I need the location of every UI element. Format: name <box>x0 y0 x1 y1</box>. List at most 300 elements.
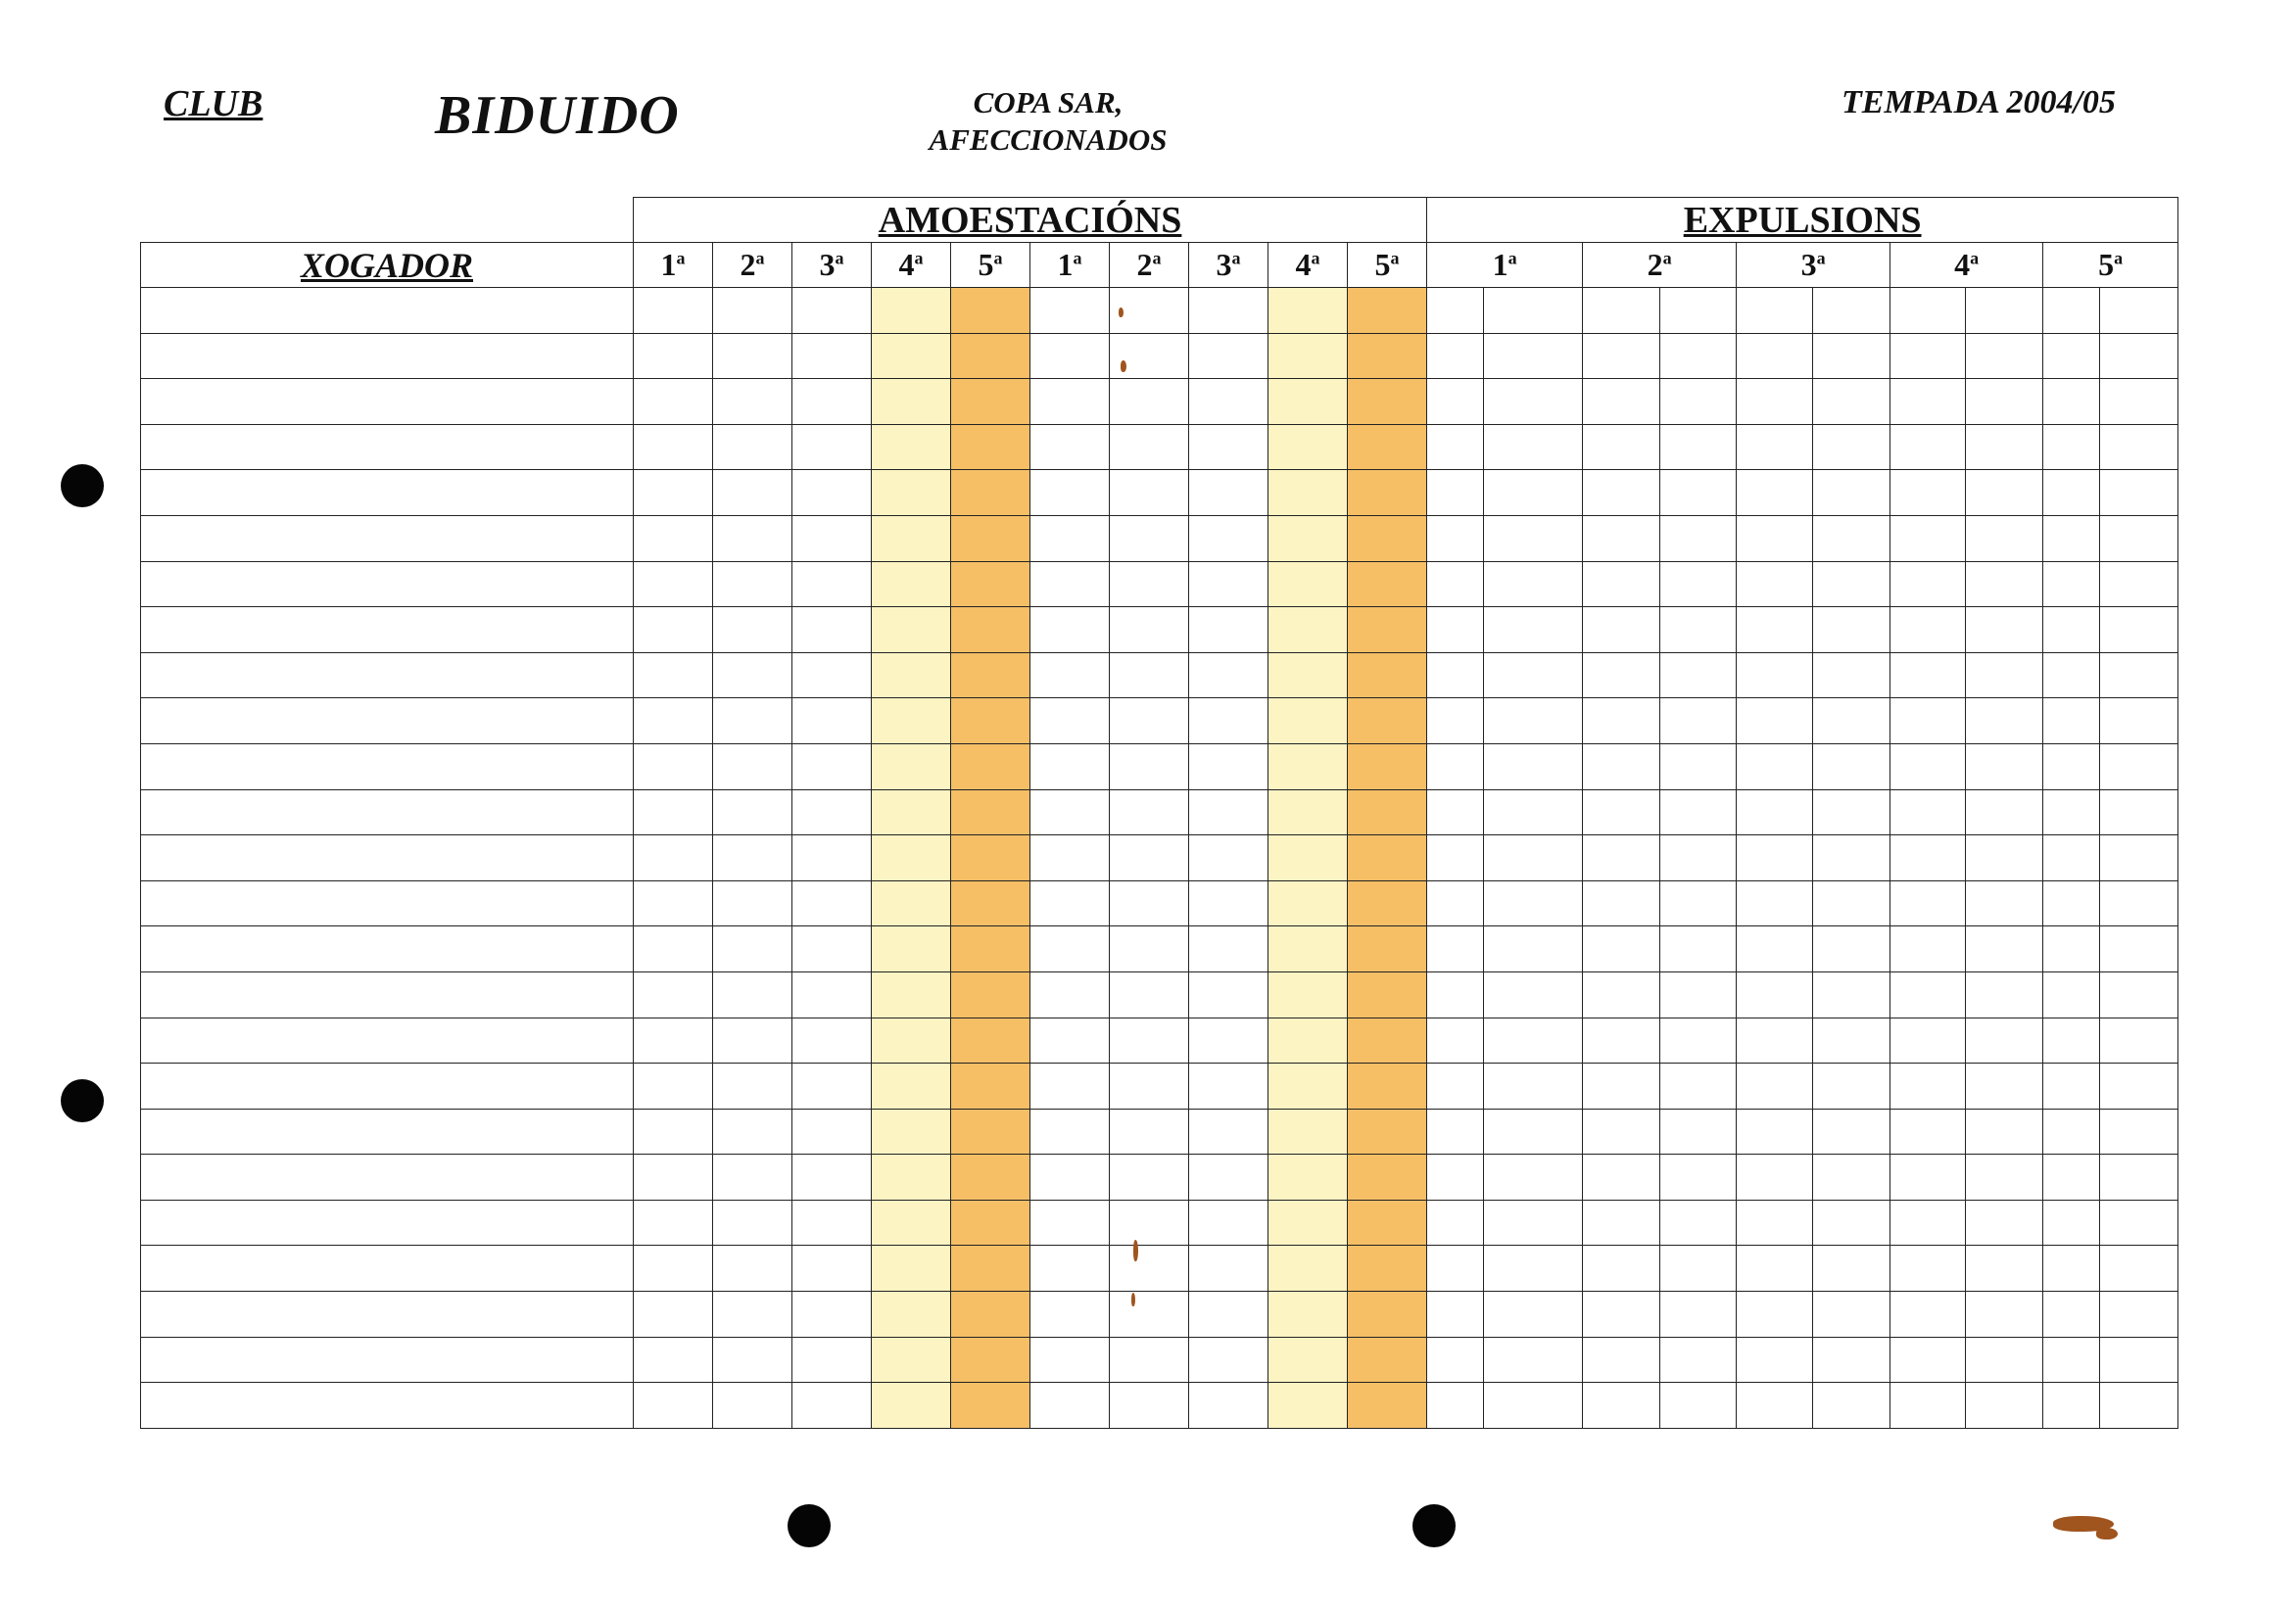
expulsion-cell[interactable] <box>1660 1337 1737 1383</box>
expulsion-cell[interactable] <box>1737 1246 1813 1292</box>
warning-cell[interactable] <box>1030 880 1110 926</box>
warning-cell[interactable] <box>634 288 713 334</box>
expulsion-cell[interactable] <box>1427 926 1484 972</box>
expulsion-cell[interactable] <box>2100 379 2178 425</box>
expulsion-cell[interactable] <box>2100 698 2178 744</box>
warning-cell[interactable] <box>1268 288 1348 334</box>
expulsion-cell[interactable] <box>1737 1109 1813 1155</box>
warning-cell[interactable] <box>951 1246 1030 1292</box>
expulsion-cell[interactable] <box>1813 652 1890 698</box>
warning-cell[interactable] <box>634 926 713 972</box>
warning-cell[interactable] <box>792 1109 872 1155</box>
expulsion-cell[interactable] <box>1890 1109 1966 1155</box>
expulsion-cell[interactable] <box>2043 288 2100 334</box>
warning-cell[interactable] <box>1110 1383 1189 1429</box>
expulsion-cell[interactable] <box>2043 971 2100 1018</box>
expulsion-cell[interactable] <box>1966 561 2043 607</box>
warning-cell[interactable] <box>1268 607 1348 653</box>
warning-cell[interactable] <box>1268 652 1348 698</box>
warning-cell[interactable] <box>1348 835 1427 881</box>
warning-cell[interactable] <box>713 1018 792 1064</box>
warning-cell[interactable] <box>951 1064 1030 1110</box>
expulsion-cell[interactable] <box>1813 561 1890 607</box>
warning-cell[interactable] <box>951 971 1030 1018</box>
warning-cell[interactable] <box>1348 1200 1427 1246</box>
warning-cell[interactable] <box>951 424 1030 470</box>
warning-cell[interactable] <box>951 1155 1030 1201</box>
warning-cell[interactable] <box>951 288 1030 334</box>
expulsion-cell[interactable] <box>1890 1155 1966 1201</box>
expulsion-cell[interactable] <box>1890 698 1966 744</box>
expulsion-cell[interactable] <box>1813 379 1890 425</box>
expulsion-cell[interactable] <box>1583 926 1660 972</box>
warning-cell[interactable] <box>951 652 1030 698</box>
expulsion-cell[interactable] <box>1966 470 2043 516</box>
warning-cell[interactable] <box>1348 515 1427 561</box>
warning-cell[interactable] <box>1348 1109 1427 1155</box>
warning-cell[interactable] <box>1268 1064 1348 1110</box>
expulsion-cell[interactable] <box>2100 1200 2178 1246</box>
warning-cell[interactable] <box>1268 971 1348 1018</box>
expulsion-cell[interactable] <box>1660 1200 1737 1246</box>
expulsion-cell[interactable] <box>1484 288 1583 334</box>
expulsion-cell[interactable] <box>1813 743 1890 789</box>
warning-cell[interactable] <box>1189 880 1268 926</box>
warning-cell[interactable] <box>1348 926 1427 972</box>
expulsion-cell[interactable] <box>1737 1337 1813 1383</box>
warning-cell[interactable] <box>872 743 951 789</box>
expulsion-cell[interactable] <box>1966 971 2043 1018</box>
warning-cell[interactable] <box>792 743 872 789</box>
warning-cell[interactable] <box>1268 379 1348 425</box>
warning-cell[interactable] <box>1110 1200 1189 1246</box>
warning-cell[interactable] <box>1110 1064 1189 1110</box>
expulsion-cell[interactable] <box>2100 880 2178 926</box>
warning-cell[interactable] <box>1268 470 1348 516</box>
player-name-cell[interactable] <box>141 515 634 561</box>
expulsion-cell[interactable] <box>1484 607 1583 653</box>
warning-cell[interactable] <box>713 1200 792 1246</box>
warning-cell[interactable] <box>1110 424 1189 470</box>
expulsion-cell[interactable] <box>1966 1064 2043 1110</box>
expulsion-cell[interactable] <box>1966 880 2043 926</box>
expulsion-cell[interactable] <box>1660 698 1737 744</box>
warning-cell[interactable] <box>1110 1109 1189 1155</box>
expulsion-cell[interactable] <box>1583 835 1660 881</box>
warning-cell[interactable] <box>951 1292 1030 1338</box>
warning-cell[interactable] <box>634 698 713 744</box>
warning-cell[interactable] <box>951 835 1030 881</box>
warning-cell[interactable] <box>1268 1200 1348 1246</box>
warning-cell[interactable] <box>1189 1200 1268 1246</box>
warning-cell[interactable] <box>1189 652 1268 698</box>
warning-cell[interactable] <box>634 561 713 607</box>
expulsion-cell[interactable] <box>1583 333 1660 379</box>
expulsion-cell[interactable] <box>1484 561 1583 607</box>
warning-cell[interactable] <box>872 880 951 926</box>
warning-cell[interactable] <box>1110 561 1189 607</box>
warning-cell[interactable] <box>872 333 951 379</box>
expulsion-cell[interactable] <box>1583 561 1660 607</box>
warning-cell[interactable] <box>1268 880 1348 926</box>
warning-cell[interactable] <box>634 1200 713 1246</box>
expulsion-cell[interactable] <box>2100 743 2178 789</box>
warning-cell[interactable] <box>1030 470 1110 516</box>
expulsion-cell[interactable] <box>1583 1109 1660 1155</box>
warning-cell[interactable] <box>713 835 792 881</box>
expulsion-cell[interactable] <box>1427 515 1484 561</box>
expulsion-cell[interactable] <box>1890 379 1966 425</box>
expulsion-cell[interactable] <box>1427 1383 1484 1429</box>
warning-cell[interactable] <box>792 607 872 653</box>
expulsion-cell[interactable] <box>2100 1155 2178 1201</box>
expulsion-cell[interactable] <box>1427 607 1484 653</box>
warning-cell[interactable] <box>1189 470 1268 516</box>
warning-cell[interactable] <box>1348 1337 1427 1383</box>
player-name-cell[interactable] <box>141 1292 634 1338</box>
expulsion-cell[interactable] <box>2043 1383 2100 1429</box>
expulsion-cell[interactable] <box>1737 971 1813 1018</box>
expulsion-cell[interactable] <box>1890 880 1966 926</box>
expulsion-cell[interactable] <box>1737 333 1813 379</box>
warning-cell[interactable] <box>792 1383 872 1429</box>
expulsion-cell[interactable] <box>2043 607 2100 653</box>
warning-cell[interactable] <box>634 1383 713 1429</box>
expulsion-cell[interactable] <box>1583 1018 1660 1064</box>
warning-cell[interactable] <box>1030 1109 1110 1155</box>
player-name-cell[interactable] <box>141 1018 634 1064</box>
expulsion-cell[interactable] <box>1660 1383 1737 1429</box>
warning-cell[interactable] <box>951 1018 1030 1064</box>
expulsion-cell[interactable] <box>1660 1246 1737 1292</box>
expulsion-cell[interactable] <box>1484 379 1583 425</box>
warning-cell[interactable] <box>792 470 872 516</box>
expulsion-cell[interactable] <box>2100 1383 2178 1429</box>
expulsion-cell[interactable] <box>1484 971 1583 1018</box>
warning-cell[interactable] <box>713 470 792 516</box>
warning-cell[interactable] <box>1110 789 1189 835</box>
warning-cell[interactable] <box>872 698 951 744</box>
warning-cell[interactable] <box>1110 1018 1189 1064</box>
expulsion-cell[interactable] <box>1484 1337 1583 1383</box>
expulsion-cell[interactable] <box>1583 1292 1660 1338</box>
warning-cell[interactable] <box>872 1155 951 1201</box>
warning-cell[interactable] <box>634 1292 713 1338</box>
warning-cell[interactable] <box>872 1109 951 1155</box>
expulsion-cell[interactable] <box>2100 424 2178 470</box>
player-name-cell[interactable] <box>141 880 634 926</box>
expulsion-cell[interactable] <box>1427 1246 1484 1292</box>
expulsion-cell[interactable] <box>1813 971 1890 1018</box>
expulsion-cell[interactable] <box>1427 1200 1484 1246</box>
expulsion-cell[interactable] <box>1660 652 1737 698</box>
expulsion-cell[interactable] <box>2100 835 2178 881</box>
expulsion-cell[interactable] <box>1737 288 1813 334</box>
warning-cell[interactable] <box>1268 789 1348 835</box>
warning-cell[interactable] <box>713 379 792 425</box>
player-name-cell[interactable] <box>141 698 634 744</box>
expulsion-cell[interactable] <box>1484 926 1583 972</box>
expulsion-cell[interactable] <box>1484 652 1583 698</box>
expulsion-cell[interactable] <box>1427 1337 1484 1383</box>
warning-cell[interactable] <box>792 971 872 1018</box>
warning-cell[interactable] <box>1348 607 1427 653</box>
warning-cell[interactable] <box>872 561 951 607</box>
expulsion-cell[interactable] <box>2043 424 2100 470</box>
expulsion-cell[interactable] <box>1737 1155 1813 1201</box>
expulsion-cell[interactable] <box>1813 1109 1890 1155</box>
warning-cell[interactable] <box>792 515 872 561</box>
warning-cell[interactable] <box>1268 1109 1348 1155</box>
expulsion-cell[interactable] <box>2043 880 2100 926</box>
player-name-cell[interactable] <box>141 1246 634 1292</box>
expulsion-cell[interactable] <box>1737 379 1813 425</box>
warning-cell[interactable] <box>1348 1383 1427 1429</box>
warning-cell[interactable] <box>1110 652 1189 698</box>
warning-cell[interactable] <box>713 1292 792 1338</box>
expulsion-cell[interactable] <box>1890 1292 1966 1338</box>
warning-cell[interactable] <box>1348 288 1427 334</box>
expulsion-cell[interactable] <box>1966 379 2043 425</box>
expulsion-cell[interactable] <box>1583 1383 1660 1429</box>
expulsion-cell[interactable] <box>1583 698 1660 744</box>
warning-cell[interactable] <box>1189 1292 1268 1338</box>
expulsion-cell[interactable] <box>1813 1292 1890 1338</box>
expulsion-cell[interactable] <box>1484 1200 1583 1246</box>
expulsion-cell[interactable] <box>1890 1018 1966 1064</box>
warning-cell[interactable] <box>713 1155 792 1201</box>
warning-cell[interactable] <box>1030 607 1110 653</box>
warning-cell[interactable] <box>1110 1246 1189 1292</box>
expulsion-cell[interactable] <box>1890 1337 1966 1383</box>
warning-cell[interactable] <box>1110 926 1189 972</box>
warning-cell[interactable] <box>1189 789 1268 835</box>
expulsion-cell[interactable] <box>2100 1109 2178 1155</box>
expulsion-cell[interactable] <box>1484 1292 1583 1338</box>
warning-cell[interactable] <box>792 1064 872 1110</box>
expulsion-cell[interactable] <box>1427 561 1484 607</box>
expulsion-cell[interactable] <box>1890 515 1966 561</box>
warning-cell[interactable] <box>872 288 951 334</box>
expulsion-cell[interactable] <box>1737 1200 1813 1246</box>
expulsion-cell[interactable] <box>1813 789 1890 835</box>
expulsion-cell[interactable] <box>1660 470 1737 516</box>
warning-cell[interactable] <box>713 1337 792 1383</box>
expulsion-cell[interactable] <box>2043 1337 2100 1383</box>
expulsion-cell[interactable] <box>1737 652 1813 698</box>
expulsion-cell[interactable] <box>1966 333 2043 379</box>
expulsion-cell[interactable] <box>1484 1155 1583 1201</box>
warning-cell[interactable] <box>713 288 792 334</box>
warning-cell[interactable] <box>1268 926 1348 972</box>
warning-cell[interactable] <box>1268 743 1348 789</box>
warning-cell[interactable] <box>872 515 951 561</box>
warning-cell[interactable] <box>951 1383 1030 1429</box>
player-name-cell[interactable] <box>141 1064 634 1110</box>
warning-cell[interactable] <box>1268 1337 1348 1383</box>
warning-cell[interactable] <box>1348 424 1427 470</box>
expulsion-cell[interactable] <box>1890 743 1966 789</box>
expulsion-cell[interactable] <box>1890 789 1966 835</box>
expulsion-cell[interactable] <box>1660 743 1737 789</box>
expulsion-cell[interactable] <box>2043 515 2100 561</box>
expulsion-cell[interactable] <box>1583 880 1660 926</box>
warning-cell[interactable] <box>872 926 951 972</box>
warning-cell[interactable] <box>1189 1337 1268 1383</box>
expulsion-cell[interactable] <box>1660 515 1737 561</box>
expulsion-cell[interactable] <box>2100 971 2178 1018</box>
expulsion-cell[interactable] <box>1890 561 1966 607</box>
expulsion-cell[interactable] <box>1427 1155 1484 1201</box>
expulsion-cell[interactable] <box>1427 424 1484 470</box>
expulsion-cell[interactable] <box>1890 1064 1966 1110</box>
expulsion-cell[interactable] <box>2043 835 2100 881</box>
expulsion-cell[interactable] <box>1890 333 1966 379</box>
warning-cell[interactable] <box>1189 1018 1268 1064</box>
warning-cell[interactable] <box>1348 470 1427 516</box>
warning-cell[interactable] <box>792 1018 872 1064</box>
expulsion-cell[interactable] <box>1583 743 1660 789</box>
warning-cell[interactable] <box>1030 1155 1110 1201</box>
warning-cell[interactable] <box>713 561 792 607</box>
expulsion-cell[interactable] <box>1966 1337 2043 1383</box>
expulsion-cell[interactable] <box>1737 561 1813 607</box>
player-name-cell[interactable] <box>141 424 634 470</box>
expulsion-cell[interactable] <box>1660 379 1737 425</box>
warning-cell[interactable] <box>1110 880 1189 926</box>
warning-cell[interactable] <box>951 1109 1030 1155</box>
expulsion-cell[interactable] <box>2100 561 2178 607</box>
expulsion-cell[interactable] <box>2100 1246 2178 1292</box>
player-name-cell[interactable] <box>141 561 634 607</box>
warning-cell[interactable] <box>1189 971 1268 1018</box>
expulsion-cell[interactable] <box>2100 607 2178 653</box>
warning-cell[interactable] <box>713 333 792 379</box>
warning-cell[interactable] <box>1030 789 1110 835</box>
warning-cell[interactable] <box>1268 424 1348 470</box>
expulsion-cell[interactable] <box>1660 607 1737 653</box>
warning-cell[interactable] <box>792 789 872 835</box>
expulsion-cell[interactable] <box>1484 1018 1583 1064</box>
warning-cell[interactable] <box>1348 1246 1427 1292</box>
expulsion-cell[interactable] <box>2043 470 2100 516</box>
expulsion-cell[interactable] <box>2043 1018 2100 1064</box>
expulsion-cell[interactable] <box>1813 1337 1890 1383</box>
expulsion-cell[interactable] <box>1484 515 1583 561</box>
warning-cell[interactable] <box>713 743 792 789</box>
expulsion-cell[interactable] <box>1966 1246 2043 1292</box>
expulsion-cell[interactable] <box>1737 424 1813 470</box>
warning-cell[interactable] <box>1110 743 1189 789</box>
warning-cell[interactable] <box>1268 1155 1348 1201</box>
expulsion-cell[interactable] <box>1813 515 1890 561</box>
expulsion-cell[interactable] <box>2100 333 2178 379</box>
expulsion-cell[interactable] <box>1660 926 1737 972</box>
expulsion-cell[interactable] <box>2100 470 2178 516</box>
expulsion-cell[interactable] <box>2100 1064 2178 1110</box>
player-name-cell[interactable] <box>141 835 634 881</box>
expulsion-cell[interactable] <box>1484 333 1583 379</box>
expulsion-cell[interactable] <box>1660 1018 1737 1064</box>
expulsion-cell[interactable] <box>1966 1155 2043 1201</box>
warning-cell[interactable] <box>872 424 951 470</box>
expulsion-cell[interactable] <box>1966 1109 2043 1155</box>
warning-cell[interactable] <box>1110 515 1189 561</box>
expulsion-cell[interactable] <box>1737 607 1813 653</box>
warning-cell[interactable] <box>713 698 792 744</box>
expulsion-cell[interactable] <box>1583 1155 1660 1201</box>
warning-cell[interactable] <box>1110 607 1189 653</box>
warning-cell[interactable] <box>1030 379 1110 425</box>
warning-cell[interactable] <box>1189 926 1268 972</box>
expulsion-cell[interactable] <box>1484 880 1583 926</box>
warning-cell[interactable] <box>1030 288 1110 334</box>
expulsion-cell[interactable] <box>2043 789 2100 835</box>
expulsion-cell[interactable] <box>1890 652 1966 698</box>
warning-cell[interactable] <box>713 1109 792 1155</box>
player-name-cell[interactable] <box>141 288 634 334</box>
expulsion-cell[interactable] <box>1813 1018 1890 1064</box>
expulsion-cell[interactable] <box>1737 1292 1813 1338</box>
warning-cell[interactable] <box>1348 789 1427 835</box>
warning-cell[interactable] <box>1030 424 1110 470</box>
expulsion-cell[interactable] <box>1813 880 1890 926</box>
expulsion-cell[interactable] <box>2100 1292 2178 1338</box>
warning-cell[interactable] <box>951 743 1030 789</box>
expulsion-cell[interactable] <box>2043 698 2100 744</box>
expulsion-cell[interactable] <box>1660 1155 1737 1201</box>
warning-cell[interactable] <box>713 789 792 835</box>
player-name-cell[interactable] <box>141 971 634 1018</box>
expulsion-cell[interactable] <box>1583 789 1660 835</box>
warning-cell[interactable] <box>1189 379 1268 425</box>
warning-cell[interactable] <box>1110 1155 1189 1201</box>
player-name-cell[interactable] <box>141 470 634 516</box>
expulsion-cell[interactable] <box>1583 1246 1660 1292</box>
expulsion-cell[interactable] <box>1583 424 1660 470</box>
player-name-cell[interactable] <box>141 789 634 835</box>
warning-cell[interactable] <box>951 379 1030 425</box>
expulsion-cell[interactable] <box>1484 1064 1583 1110</box>
warning-cell[interactable] <box>872 1292 951 1338</box>
player-name-cell[interactable] <box>141 743 634 789</box>
warning-cell[interactable] <box>1189 1064 1268 1110</box>
expulsion-cell[interactable] <box>2043 1109 2100 1155</box>
warning-cell[interactable] <box>634 1018 713 1064</box>
warning-cell[interactable] <box>792 561 872 607</box>
expulsion-cell[interactable] <box>1813 1064 1890 1110</box>
warning-cell[interactable] <box>1189 424 1268 470</box>
warning-cell[interactable] <box>872 470 951 516</box>
expulsion-cell[interactable] <box>2043 333 2100 379</box>
expulsion-cell[interactable] <box>2043 379 2100 425</box>
expulsion-cell[interactable] <box>2100 1337 2178 1383</box>
warning-cell[interactable] <box>792 835 872 881</box>
warning-cell[interactable] <box>713 1246 792 1292</box>
warning-cell[interactable] <box>792 1246 872 1292</box>
expulsion-cell[interactable] <box>1890 1200 1966 1246</box>
warning-cell[interactable] <box>872 1064 951 1110</box>
warning-cell[interactable] <box>792 1292 872 1338</box>
expulsion-cell[interactable] <box>1737 1064 1813 1110</box>
expulsion-cell[interactable] <box>1484 1246 1583 1292</box>
warning-cell[interactable] <box>1030 1246 1110 1292</box>
warning-cell[interactable] <box>1268 1246 1348 1292</box>
warning-cell[interactable] <box>872 607 951 653</box>
warning-cell[interactable] <box>1348 698 1427 744</box>
expulsion-cell[interactable] <box>1427 1018 1484 1064</box>
warning-cell[interactable] <box>1030 1292 1110 1338</box>
